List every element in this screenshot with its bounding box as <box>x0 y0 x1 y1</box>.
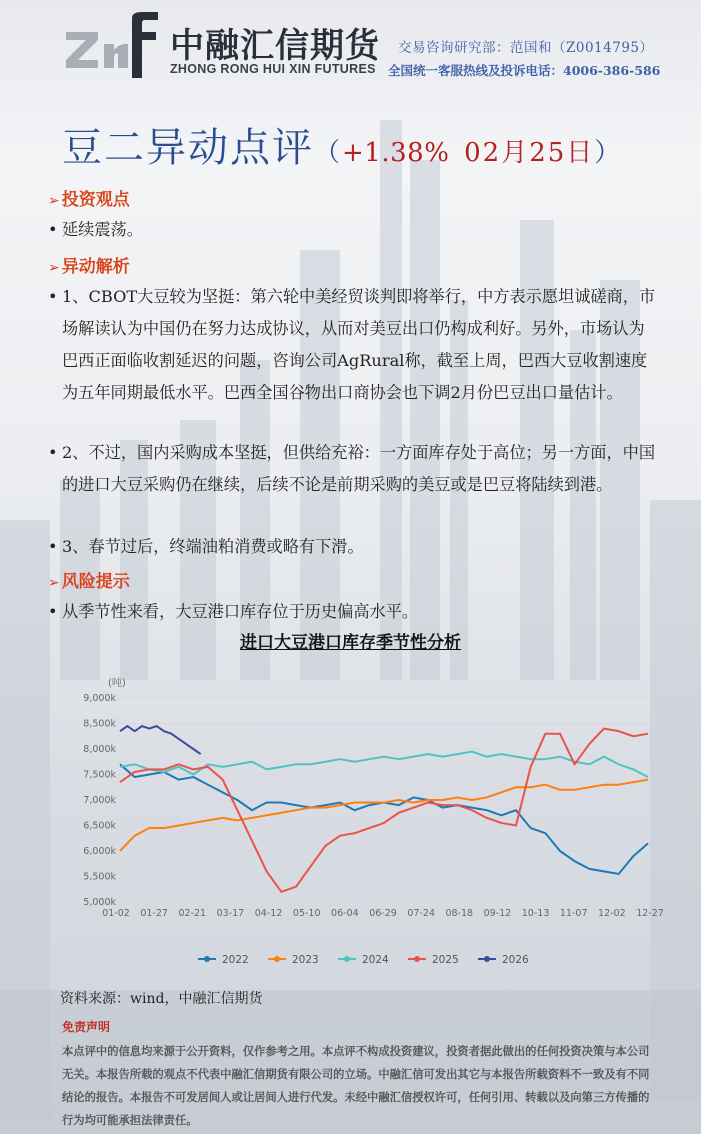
list-item <box>48 596 660 628</box>
list-item <box>48 531 660 563</box>
arrow-icon: ➢ <box>48 575 60 591</box>
analysis-point-text: 1、CBOT大豆较为坚挺：第六轮中美经贸谈判即将举行，中方表示愿坦诚磋商，市场解读认为中国仍在努力达成协议，从而对美豆出口仍构成利好。另外，市场认为巴西正面临收割延迟的问题，咨询公司AgRural称，截至上周，巴西大豆收割速度为五年同期最低水平。巴西全国谷物出口商协会也下调2月份巴豆出口量估计。 <box>62 287 656 402</box>
y-tick-label: 9,000k <box>83 693 116 704</box>
y-tick-label: 7,500k <box>83 769 116 781</box>
x-tick-label: 01-02 <box>102 908 130 919</box>
series-line-2022 <box>120 764 648 874</box>
title-paren-open: （ <box>314 138 343 168</box>
view-point-text: 延续震荡。 <box>62 220 143 239</box>
chart-title: 进口大豆港口库存季节性分析 <box>240 633 461 653</box>
x-tick-label: 12-27 <box>636 908 664 919</box>
title-paren-close: ） <box>594 138 623 168</box>
series-line-2024 <box>120 752 648 778</box>
data-source: 资料来源：wind，中融汇信期货 <box>60 991 263 1007</box>
x-tick-label: 06-04 <box>331 908 359 919</box>
legend-label-2023: 2023 <box>292 954 319 966</box>
x-tick-label: 01-27 <box>140 908 168 919</box>
legend-label-2025: 2025 <box>432 954 459 966</box>
legend-marker-2022 <box>204 956 210 962</box>
legend-marker-2025 <box>414 956 420 962</box>
legend-label-2022: 2022 <box>222 954 249 966</box>
list-item <box>48 437 660 501</box>
y-tick-label: 8,000k <box>83 744 116 755</box>
series-line-2023 <box>120 780 648 851</box>
analysis-point-text: 3、春节过后，终端油粕消费或略有下滑。 <box>62 537 364 556</box>
series-line-2026 <box>120 726 201 754</box>
y-tick-label: 6,000k <box>83 846 116 857</box>
risk-point-text: 从季节性来看，大豆港口库存位于历史偏高水平。 <box>62 602 419 621</box>
hotline-info: 全国统一客服热线及投诉电话：4006-386-586 <box>388 63 661 78</box>
bullet-dot-icon: • <box>48 602 58 621</box>
x-tick-label: 03-17 <box>216 908 245 919</box>
x-tick-label: 09-12 <box>483 908 512 919</box>
page-title <box>62 116 622 173</box>
disclaimer-title: 免责声明 <box>62 1020 111 1034</box>
analysis-point-text: 2、不过，国内采购成本坚挺，但供给充裕：一方面库存处于高位；另一方面，中国的进口大豆采购仍在继续，后续不论是前期采购的美豆或是巴豆将陆续到港。 <box>62 443 656 494</box>
bullet-dot-icon: • <box>48 443 58 462</box>
disclaimer-text: 本点评中的信息均来源于公开资料，仅作参考之用。本点评不构成投资建议，投资者据此做出的任何投资决策与本公司无关。本报告所载的观点不代表中融汇信期货有限公司的立场。中融汇信可发出其它与本报告所载资料不一致及有不同结论的报告。本报告不可发居间人或让居间人进行代发。未经中融汇信授权许可，任何引用、转载以及向第三方传播的行为均可能承担法律责任。 <box>62 1044 650 1127</box>
x-tick-label: 08-18 <box>445 908 474 919</box>
x-tick-label: 04-12 <box>254 908 283 919</box>
bullet-dot-icon: • <box>48 537 58 556</box>
bullet-dot-icon: • <box>48 220 58 239</box>
company-name-en: ZHONG RONG HUI XIN FUTURES <box>170 62 376 76</box>
legend-marker-2026 <box>484 956 490 962</box>
research-dept-info: 交易咨询研究部：范国和（Z0014795） <box>398 40 654 56</box>
x-tick-label: 11-07 <box>559 908 588 919</box>
price-change: +1.38% <box>342 138 450 168</box>
title-date: 02月25日 <box>464 138 595 168</box>
x-tick-label: 10-13 <box>521 908 550 919</box>
arrow-icon: ➢ <box>48 193 60 209</box>
x-tick-label: 05-10 <box>292 908 321 919</box>
x-tick-label: 12-02 <box>598 908 626 919</box>
list-item <box>48 214 660 246</box>
company-logo-mark <box>62 10 162 80</box>
arrow-icon: ➢ <box>48 260 60 276</box>
section-heading-view-label: 投资观点 <box>61 190 130 210</box>
section-heading-risk <box>48 567 130 592</box>
section-heading-analysis-label: 异动解析 <box>61 257 130 277</box>
y-axis-unit-label: (吨) <box>108 678 126 689</box>
inventory-seasonal-chart <box>70 666 664 986</box>
section-heading-analysis <box>48 252 130 277</box>
list-item <box>48 281 660 409</box>
company-name-cn: 中融汇信期货 <box>170 27 380 65</box>
y-tick-label: 8,500k <box>83 718 116 730</box>
section-heading-risk-label: 风险提示 <box>61 572 130 592</box>
x-tick-label: 07-24 <box>407 908 435 919</box>
x-tick-label: 06-29 <box>369 908 397 919</box>
y-tick-label: 5,000k <box>83 897 116 908</box>
bullet-dot-icon: • <box>48 287 58 306</box>
section-heading-view <box>48 185 130 210</box>
legend-marker-2023 <box>274 956 280 962</box>
y-tick-label: 6,500k <box>83 820 116 832</box>
legend-label-2026: 2026 <box>502 954 529 966</box>
x-tick-label: 02-21 <box>178 908 207 919</box>
legend-marker-2024 <box>344 956 350 962</box>
title-main: 豆二异动点评 <box>62 125 314 171</box>
legend-label-2024: 2024 <box>362 954 389 966</box>
y-tick-label: 7,000k <box>83 795 116 806</box>
y-tick-label: 5,500k <box>83 871 116 883</box>
